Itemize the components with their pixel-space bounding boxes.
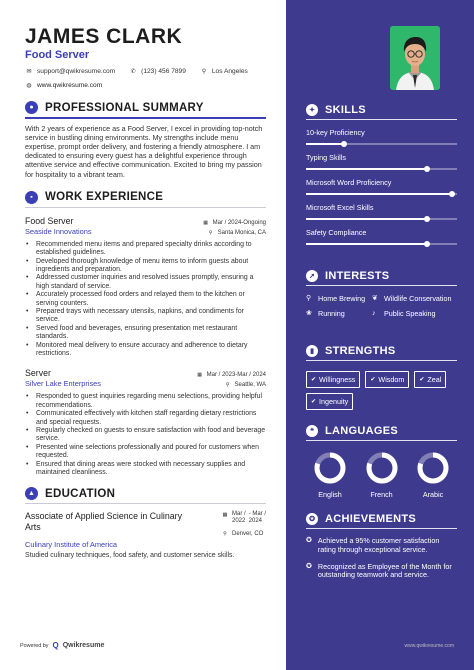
skill-bar-knob <box>424 216 430 222</box>
interests-heading <box>306 270 457 282</box>
skill-name: Safety Compliance <box>306 228 367 237</box>
language-name: Arabic <box>422 490 444 499</box>
skills-section <box>306 104 457 245</box>
strengths-section <box>306 345 457 410</box>
lightbulb-icon: ✦ <box>306 104 318 116</box>
globe-icon: ◍ <box>26 82 32 89</box>
edu-location: Denver, CO <box>231 531 264 538</box>
calendar-icon: ▦ <box>222 512 228 519</box>
graduation-cap-icon: ▲ <box>25 487 38 500</box>
achievement-item <box>306 563 457 581</box>
language-item <box>308 451 352 499</box>
bullet-item: • Ensured that dining areas were stocked with necessary supplies and maintained cleanliness. <box>33 461 266 478</box>
medal-icon: ✪ <box>306 562 312 570</box>
skill-name: Microsoft Excel Skills <box>306 203 374 212</box>
briefcase-icon: ▪ <box>25 191 38 204</box>
skill-bar-fill <box>306 243 427 245</box>
bullet-item: • Monitored meal delivery to ensure accuracy and adherence to dietary restrictions. <box>33 342 266 359</box>
bullet-item: • Accurately processed food orders and relayed them to the kitchen or serving counters. <box>33 291 266 308</box>
job-date-text: Mar / 2024-Ongoing <box>212 219 266 226</box>
strengths-list <box>306 371 457 410</box>
skill-bar-fill <box>306 143 344 145</box>
bullet-item: • Recommended menu items and prepared specialty drinks according to established guidelines. <box>33 241 266 258</box>
contact-website[interactable] <box>25 81 266 89</box>
bullet-item: • Developed thorough knowledge of menu items to inform guests about ingredients and preparation. <box>33 258 266 275</box>
interests-section <box>306 270 457 318</box>
skill-item <box>306 228 457 245</box>
school-name: Culinary Institute of America <box>25 540 118 550</box>
strength-chip <box>414 371 446 388</box>
job-bullets <box>25 393 266 477</box>
trophy-icon: ✪ <box>306 513 318 525</box>
skill-bar <box>306 218 457 220</box>
experience-title: WORK EXPERIENCE <box>45 191 164 204</box>
skill-bar <box>306 243 457 245</box>
skill-item <box>306 153 457 170</box>
skill-bar-fill <box>306 193 452 195</box>
interest-label: Public Speaking <box>384 308 436 318</box>
job-entry <box>25 216 266 359</box>
language-ring <box>365 451 399 485</box>
languages-section <box>306 425 457 499</box>
summary-divider <box>25 117 266 119</box>
bullet-item: • Responded to guest inquiries regarding menu selections, providing helpful recommendations. <box>33 393 266 410</box>
skill-item <box>306 203 457 220</box>
thumbs-up-icon: ✔ <box>370 377 376 383</box>
contact-email[interactable] <box>25 67 115 75</box>
interest-label: Home Brewing <box>318 294 366 303</box>
location-pin-icon: ⚲ <box>201 68 207 75</box>
education-description: Studied culinary techniques, food safety, and customer service skills. <box>25 552 235 560</box>
interest-item <box>372 310 464 319</box>
languages-divider <box>306 440 457 441</box>
strengths-heading <box>306 345 457 357</box>
rocket-icon: ➚ <box>306 270 318 282</box>
interests-title: INTERESTS <box>325 270 390 282</box>
skill-name: 10-key Proficiency <box>306 128 365 137</box>
language-item <box>360 451 404 499</box>
languages-list <box>306 451 457 499</box>
skill-name: Typing Skills <box>306 153 346 162</box>
avatar-illustration <box>390 26 440 90</box>
education-meta: ▦ Mar / 2022 - Mar / 2024 ⚲ Denver, CO <box>222 511 266 538</box>
profile-photo <box>390 26 440 90</box>
strength-label: Zeal <box>427 375 442 384</box>
email-text: support@qwikresume.com <box>37 67 116 75</box>
skill-bar-knob <box>424 241 430 247</box>
job-date-text: Mar / 2023-Mar / 2024 <box>206 372 266 379</box>
calendar-icon: ▦ <box>203 219 208 226</box>
education-divider <box>25 503 266 504</box>
education-title: EDUCATION <box>45 487 116 500</box>
thumbs-up-icon: ✔ <box>311 377 317 383</box>
skills-divider <box>306 119 457 120</box>
job-location-text: Seattle, WA <box>234 382 266 389</box>
achievements-heading <box>306 513 457 525</box>
summary-heading <box>25 101 266 114</box>
company-name: Seaside Innovations <box>25 226 92 236</box>
strengths-title: STRENGTHS <box>325 345 396 357</box>
summary-title: PROFESSIONAL SUMMARY <box>45 101 204 114</box>
achievement-text: Recognized as Employee of the Month for outstanding teamwork and service. <box>317 561 452 580</box>
website-text: www.qwikresume.com <box>37 81 103 89</box>
footer-brand[interactable]: Qwikresume <box>62 642 105 649</box>
thumbs-up-icon: ✔ <box>311 399 317 405</box>
candidate-name: JAMES CLARK <box>25 25 183 48</box>
user-icon: ● <box>25 101 38 114</box>
language-name: French <box>370 490 393 499</box>
speech-bubble-icon: ❝ <box>306 425 318 437</box>
skill-bar <box>306 168 457 170</box>
phone-icon: ✆ <box>130 68 136 75</box>
footer <box>20 641 104 650</box>
achievements-list <box>306 537 457 580</box>
contact-row <box>25 67 266 75</box>
interests-divider <box>306 285 457 286</box>
achievement-text: Achieved a 95% customer satisfaction rating through exceptional service. <box>317 536 440 554</box>
company-name: Silver Lake Enterprises <box>25 379 101 389</box>
job-company-row <box>25 227 266 237</box>
skill-bar-knob <box>341 141 347 147</box>
location-pin-icon: ⚲ <box>225 382 230 389</box>
bullet-item: • Presented wine selections professionally and poured for customers when requested. <box>33 444 266 461</box>
skill-bar-knob <box>449 191 455 197</box>
strength-chip <box>306 393 353 410</box>
location-pin-icon: ⚲ <box>223 531 227 538</box>
skill-item <box>306 178 457 195</box>
candidate-role: Food Server <box>25 49 90 61</box>
strength-label: Ingenuity <box>319 397 349 406</box>
bullet-item: • Served food and beverages, ensuring presentation met restaurant standards. <box>33 325 266 342</box>
paw-icon: ❀ <box>306 309 312 317</box>
bullet-item: • Prepared trays with necessary utensils, napkins, and condiments for service. <box>33 308 266 325</box>
powered-by-text: Powered by <box>20 642 49 649</box>
leaf-icon: ❦ <box>372 295 378 302</box>
edu-start-year: 2022 <box>231 518 246 525</box>
bullet-item: • Addressed customer inquiries and resolved issues promptly, ensuring a high standard of service. <box>33 274 266 291</box>
job-header-row <box>25 368 266 379</box>
job-bullets <box>25 241 266 359</box>
language-ring <box>313 451 347 485</box>
skill-bar <box>306 193 457 195</box>
job-company-row <box>25 379 266 389</box>
job-title: Server <box>25 368 51 379</box>
interest-label: Running <box>318 308 345 318</box>
experience-heading <box>25 191 266 204</box>
languages-title: LANGUAGES <box>325 425 398 437</box>
bullet-item: • Communicated effectively with kitchen staff regarding dietary restrictions and special requests. <box>33 410 266 427</box>
achievement-item <box>306 537 457 555</box>
job-location <box>224 381 266 389</box>
mic-icon: ♪ <box>372 309 376 317</box>
language-name: English <box>318 490 342 499</box>
education-entry <box>25 511 266 538</box>
sidebar <box>286 0 474 670</box>
degree-title: Associate of Applied Science in Culinary Arts <box>25 511 182 532</box>
job-date <box>202 219 266 227</box>
footer-website[interactable]: www.qwikresume.com <box>404 643 454 649</box>
achievements-divider <box>306 528 457 529</box>
job-title: Food Server <box>25 215 74 226</box>
skills-title: SKILLS <box>325 104 366 116</box>
job-date <box>196 371 266 379</box>
bike-icon: ⚲ <box>306 295 312 302</box>
interest-item <box>306 295 372 304</box>
experience-divider <box>25 207 266 208</box>
thumbs-up-icon: ✔ <box>419 377 425 383</box>
strength-label: Wisdom <box>378 375 405 384</box>
strengths-divider <box>306 360 457 361</box>
skill-bar-knob <box>424 166 430 172</box>
job-header-row <box>25 216 266 227</box>
edu-start: Mar / <box>231 511 246 518</box>
edu-end-year: 2024 <box>248 518 263 525</box>
skill-bar <box>306 143 457 145</box>
edu-end: Mar / <box>252 511 266 518</box>
summary-text: With 2 years of experience as a Food Server, I excel in providing top-notch service in bustling dining environments. My strengths include menu expertise, prompt order delivery, and fostering a friendly atmosphere. I am dedicated to ensuring every guest has a delightful experience through attentive service and effective communication. Excited to bring my passion for hospitality to a vibrant team. <box>25 123 263 179</box>
calendar-icon: ▦ <box>197 372 202 379</box>
skill-item <box>306 128 457 145</box>
bar-chart-icon: ▮ <box>306 345 318 357</box>
skills-list <box>306 128 457 245</box>
job-location-text: Santa Monica, CA <box>217 229 266 236</box>
interest-item <box>306 310 372 319</box>
contact-location <box>200 67 248 75</box>
strength-chip <box>365 371 409 388</box>
education-heading <box>25 487 266 500</box>
skills-heading <box>306 104 457 116</box>
job-list <box>25 216 266 478</box>
interest-label: Wildlife Conservation <box>384 294 452 303</box>
language-item <box>411 451 455 499</box>
interest-item <box>372 295 464 304</box>
bullet-item: • Regularly checked on guests to ensure satisfaction with food and beverage service. <box>33 427 266 444</box>
contact-phone[interactable] <box>129 67 186 75</box>
language-ring <box>416 451 450 485</box>
job-location <box>207 229 266 237</box>
skill-bar-fill <box>306 168 427 170</box>
languages-heading <box>306 425 457 437</box>
strength-label: Willingness <box>319 375 356 384</box>
achievements-title: ACHIEVEMENTS <box>325 513 416 525</box>
location-pin-icon: ⚲ <box>208 229 213 236</box>
medal-icon: ✪ <box>306 537 312 544</box>
interests-list <box>306 295 457 318</box>
envelope-icon: ✉ <box>26 68 32 75</box>
qwikresume-logo-icon: Q <box>52 641 59 650</box>
skill-name: Microsoft Word Proficiency <box>306 178 392 187</box>
location-text: Los Angeles <box>211 67 248 75</box>
skill-bar-fill <box>306 218 427 220</box>
phone-text: (123) 456 7899 <box>141 67 186 75</box>
strength-chip <box>306 371 360 388</box>
achievements-section <box>306 513 457 580</box>
job-entry <box>25 368 266 477</box>
